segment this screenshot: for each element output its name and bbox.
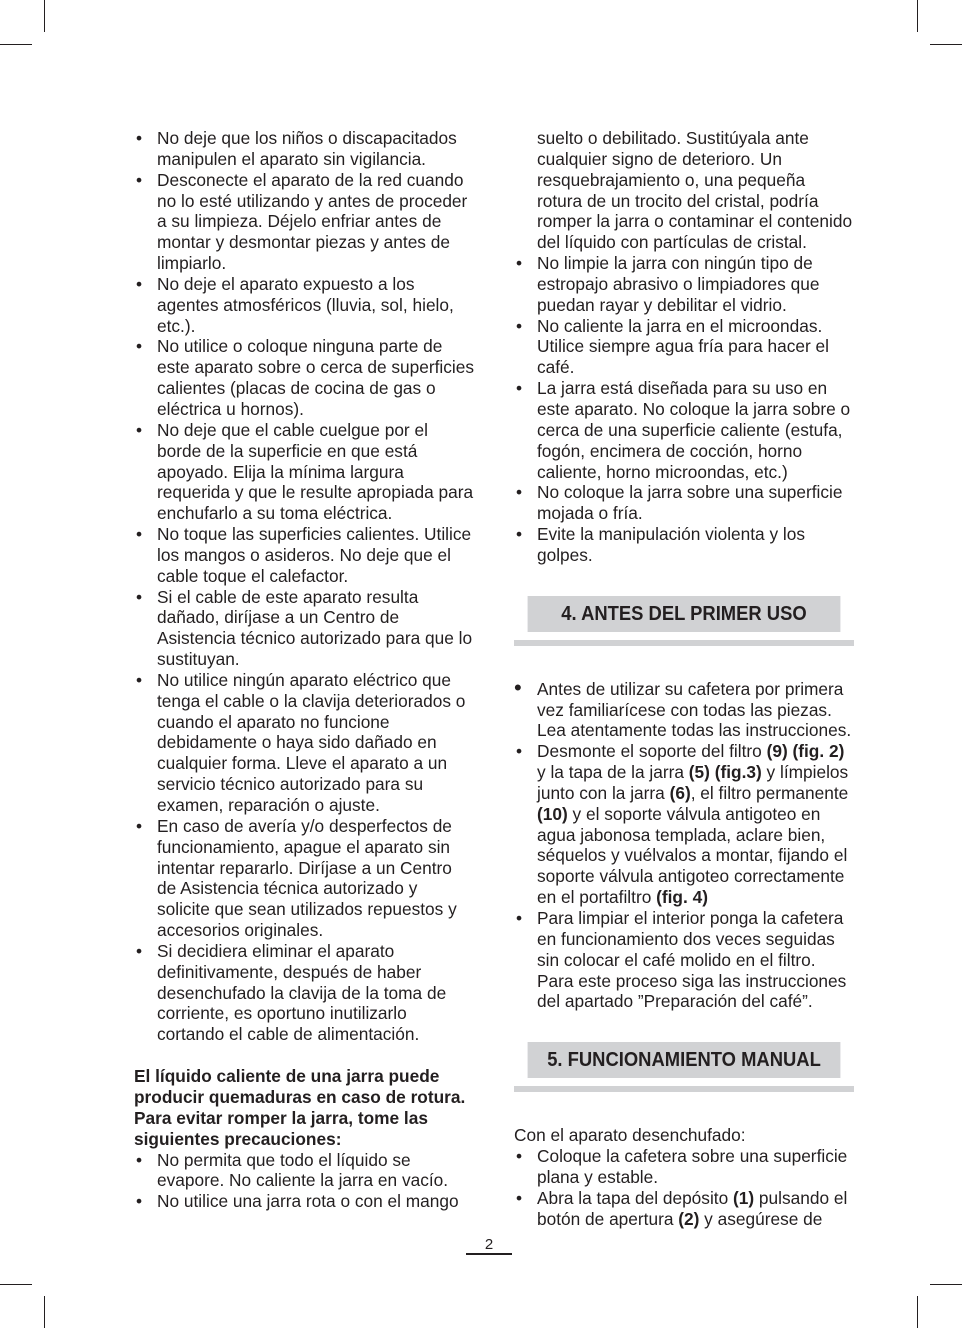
list-item: • No deje el aparato expuesto a los agentes atmosféricos (lluvia, sol, hielo, etc.). [136, 273, 454, 336]
list-item: • Evite la manipulación violenta y los golpes. [516, 524, 806, 565]
list-item: • No coloque la jarra sobre una superficie mojada o fría. [516, 482, 843, 524]
list-item: • Desconecte el aparato de la red cuando no lo esté utilizando y antes de proceder a su limpieza. Déjelo enfriar antes de montar y desmontar piezas y antes de limpiarlo. [136, 169, 468, 274]
continued-text: suelto o debilitado. Sustitúyala ante cualquier signo de deterioro. Un resquebrajamiento o, una pequeña rotura de un trocito del cristal, podría romper la jarra o contaminar el contenido del líquido con partículas de cristal. [537, 128, 853, 253]
crop-mark [917, 0, 918, 32]
list-item: • No permita que todo el líquido se evapore. No caliente la jarra en vacío. [136, 1149, 449, 1191]
bullet-icon: • [136, 336, 143, 357]
list-item: • No utilice ningún aparato eléctrico que tenga el cable o la clavija deteriorados o cuando el aparato no funcione debidamente o haya sido dañado en cualquier forma. Lleve el aparato a un servicio técnico autorizado para su examen, reparación o ajuste. [136, 669, 466, 815]
bullet-icon: • [516, 524, 523, 545]
bullet-icon: • [136, 669, 143, 690]
bullet-icon: • [136, 169, 143, 190]
list-item: • Coloque la cafetera sobre una superficie plana y estable. [516, 1146, 848, 1187]
crop-mark [930, 44, 962, 45]
bullet-icon: • [516, 482, 523, 503]
list-item: • Abra la tapa del depósito (1) pulsando el botón de apertura (2) y asegúrese de [516, 1187, 848, 1229]
bullet-icon: • [136, 1149, 143, 1170]
list-item: • No utilice o coloque ninguna parte de este aparato sobre o cerca de superficies calientes (placas de cocina de gas o eléctrica u hornos). [136, 336, 475, 419]
crop-mark [44, 1296, 45, 1328]
bullet-icon: • [516, 253, 523, 274]
jar-care-list [514, 253, 854, 566]
list-item: • En caso de avería y/o desperfectos de funcionamiento, apague el aparato sin intentar repararlo. Diríjase a un Centro de Asistencia técnica autorizado y solicite que sean utilizados repuestos y accesorios originales. [136, 815, 457, 941]
left-column [134, 128, 474, 1212]
bullet-icon: • [136, 524, 143, 545]
crop-mark [0, 44, 32, 45]
list-item: • No deje que los niños o discapacitados manipulen el aparato sin vigilancia. [136, 128, 457, 169]
crop-mark [917, 1296, 918, 1328]
section-heading-4: 4. ANTES DEL PRIMER USO [528, 596, 841, 632]
page-number: 2 [484, 1236, 494, 1253]
crop-mark [0, 1284, 32, 1285]
list-item: • Desmonte el soporte del filtro (9) (fig. 2) y la tapa de la jarra (5) (fig.3) y límpielos junto con la jarra (6), el filtro permanente (10) y el soporte válvula antigoteo en agua jabonosa templada, aclare bien, séquelos y vuélvalos a montar, fijando el soporte válvula antigoteo correctamente en el portafiltro (fig. 4) [516, 741, 849, 908]
crop-mark [930, 1284, 962, 1285]
list-item: • No caliente la jarra en el microondas. Utilice siempre agua fría para hacer el café. [516, 315, 830, 378]
list-item: • No toque las superficies calientes. Utilice los mangos o asideros. No deje que el cable toque el calefactor. [136, 524, 472, 586]
bullet-icon: • [516, 908, 523, 928]
bullet-icon: • [516, 378, 523, 399]
jar-precautions-list [134, 1150, 474, 1213]
bullet-icon: • [516, 1187, 523, 1208]
bullet-icon: • [516, 741, 523, 762]
list-item: • No utilice una jarra rota o con el mango [136, 1191, 459, 1212]
list-item: • No deje que el cable cuelgue por el borde de la superficie en que está apoyado. Elija la mínima largura requerida y que le resulte apropiada para enchufarlo a su toma eléctrica. [136, 419, 474, 524]
bullet-icon: • [516, 1146, 523, 1167]
right-column [514, 128, 854, 1229]
section-intro: Con el aparato desenchufado: [514, 1125, 746, 1146]
list-item: • La jarra está diseñada para su uso en este aparato. No coloque la jarra sobre o cerca de una superficie caliente (estufa, fogón, encimera de cocción, horno caliente, horno microondas, etc.) [516, 378, 851, 482]
crop-mark [44, 0, 45, 32]
bullet-icon: • [136, 419, 143, 440]
bullet-icon: • [136, 273, 143, 294]
page-number-rule [466, 1253, 512, 1255]
list-item: • Antes de utilizar su cafetera por primera vez familiarícese con todas las piezas. Lea atentamente todas las instrucciones. [514, 674, 852, 741]
bullet-icon: • [136, 128, 143, 148]
bullet-icon: • [136, 1191, 143, 1212]
bullet-icon: • [136, 586, 143, 607]
section-heading-5: 5. FUNCIONAMIENTO MANUAL [528, 1042, 841, 1078]
list-item: • No limpie la jarra con ningún tipo de estropajo abrasivo o limpiadores que puedan rayar y debilitar el vidrio. [516, 253, 820, 315]
list-item: • Si decidiera eliminar el aparato definitivamente, después de haber desenchufado la clavija de la toma de corriente, es oportuno inutilizarlo cortando el cable de alimentación. [136, 940, 447, 1045]
bullet-icon: • [136, 940, 143, 961]
bullet-icon: • [514, 674, 522, 700]
list-item: • Si el cable de este aparato resulta dañado, diríjase a un Centro de Asistencia técnico autorizado para que lo sustituyan. [136, 586, 473, 670]
bullet-icon: • [136, 815, 143, 836]
list-item: • Para limpiar el interior ponga la cafetera en funcionamiento dos veces seguidas sin colocar el café molido en el filtro. Para este proceso siga las instrucciones del apartado ”Preparación del café”. [516, 908, 847, 1012]
jar-warning: El líquido caliente de una jarra puede producir quemaduras en caso de rotura. Para evitar romper la jarra, tome las siguientes precauciones: [134, 1066, 466, 1149]
safety-list [134, 128, 474, 1045]
bullet-icon: • [516, 315, 523, 336]
